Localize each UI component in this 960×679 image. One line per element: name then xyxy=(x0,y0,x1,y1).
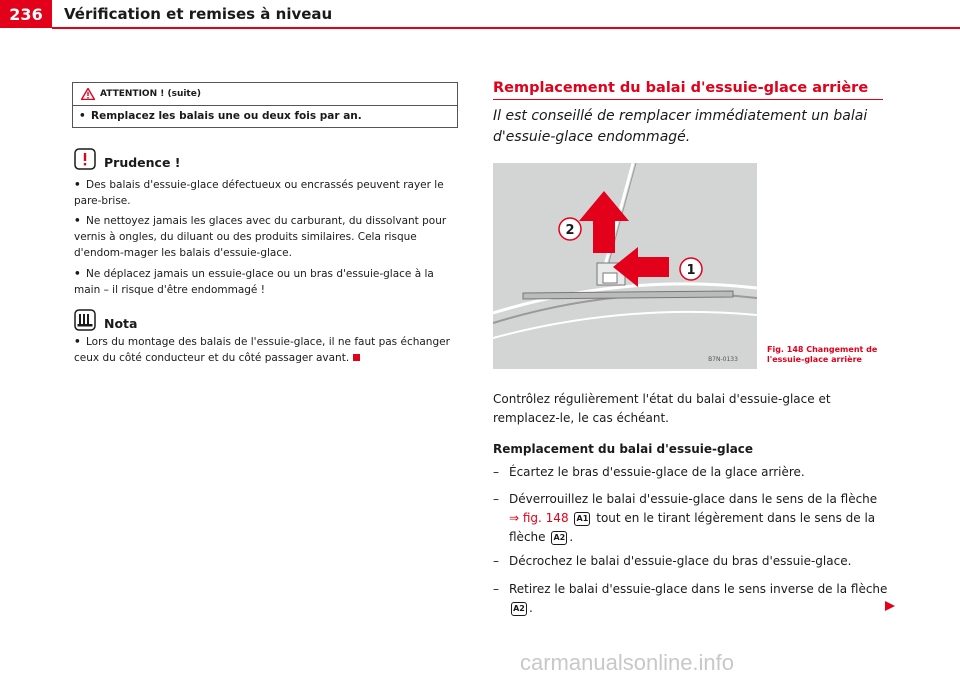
step-3 xyxy=(493,552,888,571)
dash: – xyxy=(493,492,499,506)
warning-triangle-icon xyxy=(81,88,95,100)
bullet-icon: • xyxy=(79,110,86,122)
section-body: Contrôlez régulièrement l'état du balai d'essuie-glace et remplacez-le, le cas échéant. xyxy=(493,392,831,425)
note-icon xyxy=(74,309,96,331)
step-4-text: Retirez le balai d'essuie-glace dans le sens inverse de la flèche xyxy=(509,582,888,596)
caution-item-2 xyxy=(74,213,462,261)
callout-a1: A1 xyxy=(574,512,590,526)
caution-title: Prudence ! xyxy=(104,155,181,170)
warning-item xyxy=(79,110,362,122)
bullet-icon: • xyxy=(74,336,81,348)
page-title: Vérification et remises à niveau xyxy=(64,5,333,23)
figure-caption-line-1: Fig. 148 Changement de xyxy=(767,345,878,354)
step-3-text: Décrochez le balai d'essuie-glace du bras d'essuie-glace. xyxy=(509,554,852,568)
step-1 xyxy=(493,463,888,482)
caution-item-1 xyxy=(74,177,462,209)
wiper-diagram xyxy=(493,163,757,369)
figure-code: B7N-0133 xyxy=(708,356,738,363)
figure-caption-line-2: l'essuie-glace arrière xyxy=(767,355,862,364)
callout-a2: A2 xyxy=(551,531,567,545)
figure-wiper-illustration xyxy=(493,163,757,369)
callout-1-label: 1 xyxy=(686,263,696,278)
caution-item-3 xyxy=(74,266,462,298)
callout-2-label: 2 xyxy=(565,223,575,238)
section-title: Remplacement du balai d'essuie-glace arrière xyxy=(493,80,883,100)
warning-title: ATTENTION ! (suite) xyxy=(100,89,201,99)
step-2: – Déverrouillez le balai d'essuie-glace dans le sens de la flèche ⇒ fig. 148 A1 tout en le tirant légèrement dans le sens de la flèche A2 . xyxy=(493,492,878,544)
bullet-icon: • xyxy=(74,268,81,280)
warning-item-text: Remplacez les balais une ou deux fois par an. xyxy=(91,110,362,122)
note-title: Nota xyxy=(104,316,138,331)
note-item-text: Lors du montage des balais de l'essuie-glace, il ne faut pas échanger ceux du côté conducteur et du côté passager avant. xyxy=(74,336,450,364)
figure-caption xyxy=(767,345,877,365)
step-2-text-b: tout en le tirant légèrement dans le sens de la flèche xyxy=(509,511,876,544)
caution-item-text: Ne déplacez jamais un essuie-glace ou un bras d'essuie-glace à la main – il risque d'être endommagé ! xyxy=(74,268,434,296)
note-heading xyxy=(74,309,137,331)
warning-box xyxy=(72,82,458,128)
note-item xyxy=(74,334,462,366)
bullet-icon: • xyxy=(74,179,81,191)
section-subhead: Remplacement du balai d'essuie-glace xyxy=(493,442,754,456)
caution-heading xyxy=(74,148,181,170)
caution-item-text: Des balais d'essuie-glace défectueux ou encrassés peuvent rayer le pare-brise. xyxy=(74,179,444,207)
warning-header xyxy=(73,83,457,106)
header-rule xyxy=(52,27,960,29)
section-intro: Il est conseillé de remplacer immédiatement un balai d'essuie-glace endommagé. xyxy=(493,108,868,145)
step-4: – Retirez le balai d'essuie-glace dans le sens inverse de la flèche A2 . xyxy=(493,582,888,615)
step-1-text: Écartez le bras d'essuie-glace de la glace arrière. xyxy=(509,465,805,479)
dash: – xyxy=(493,554,499,568)
dash: – xyxy=(493,465,499,479)
end-marker-icon xyxy=(353,354,360,361)
next-page-arrow-icon[interactable] xyxy=(884,600,896,612)
figure-link[interactable]: ⇒ fig. 148 xyxy=(509,511,569,525)
step-2-text-a: Déverrouillez le balai d'essuie-glace dans le sens de la flèche xyxy=(509,492,878,506)
exclamation-icon xyxy=(74,148,96,170)
bullet-icon: • xyxy=(74,215,81,227)
page-number: 236 xyxy=(0,0,52,28)
caution-item-text: Ne nettoyez jamais les glaces avec du carburant, du dissolvant pour vernis à ongles, du diluant ou des produits similaires. Cela risque d'endom-mager les balais d'essuie-glace. xyxy=(74,215,447,259)
watermark: carmanualsonline.info xyxy=(520,650,735,675)
dash: – xyxy=(493,582,499,596)
callout-a2: A2 xyxy=(511,602,527,616)
